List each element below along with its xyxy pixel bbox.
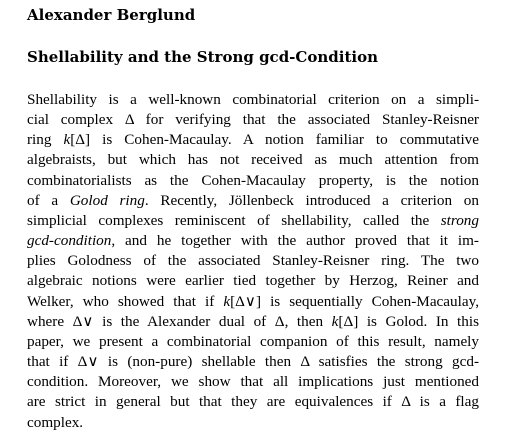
abstract-line: Shellability is a well-known combinatorial criterion on a simpli- [27, 91, 479, 108]
author-name: Alexander Berglund [27, 6, 196, 24]
abstract-line: of a Golod ring. Recently, Jöllenbeck introduced a criterion on [27, 191, 479, 209]
abstract-line: are strict in general but that they are equivalences if Δ is a flag [27, 393, 479, 411]
abstract-line: plies Golodness of the associated Stanley-Reisner ring. The two [27, 252, 479, 270]
abstract-line: algebraists, but which has not received as much attention from [27, 151, 479, 169]
abstract-line: condition. Moreover, we show that all implications just mentioned [27, 373, 479, 391]
abstract-line: Welker, who showed that if k[Δ∨] is sequentially Cohen-Macaulay, [27, 292, 479, 310]
abstract-line: algebraic notions were earlier tied together by Herzog, Reiner and [27, 272, 479, 290]
abstract-line: that if Δ∨ is (non-pure) shellable then Δ satisfies the strong gcd- [27, 353, 479, 371]
abstract-line: combinatorialists as the Cohen-Macaulay property, is the notion [27, 171, 479, 189]
paper-title: Shellability and the Strong gcd-Condition [27, 48, 378, 66]
abstract-line: where Δ∨ is the Alexander dual of Δ, then k[Δ] is Golod. In this [27, 312, 480, 330]
abstract-line: gcd-condition, and he together with the author proved that it im- [27, 232, 479, 250]
abstract [27, 90, 479, 433]
abstract-line: complex. [27, 413, 84, 431]
abstract-line: simplicial complexes reminiscent of shellability, called the strong [27, 211, 479, 229]
abstract-line: paper, we present a combinatorial companion of this result, namely [27, 332, 479, 350]
abstract-line: cial complex Δ for verifying that the associated Stanley-Reisner [27, 111, 479, 129]
abstract-line: ring k[Δ] is Cohen-Macaulay. A notion familiar to commutative [27, 131, 479, 149]
